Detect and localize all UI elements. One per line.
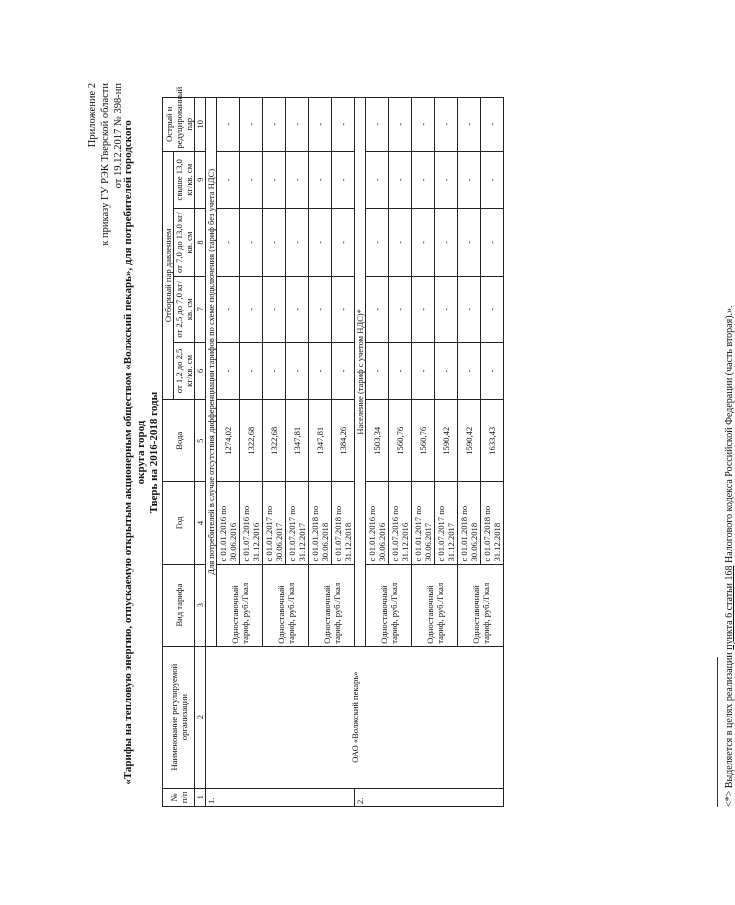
header-number: № п/п bbox=[163, 788, 195, 806]
column-number: 8 bbox=[195, 209, 206, 277]
pressure-3-cell: - bbox=[389, 209, 412, 277]
header-sharp-steam: Острый и редуцированный пар bbox=[163, 98, 195, 152]
pressure-4-cell: - bbox=[481, 151, 504, 209]
footnote-law-reference: пункта 6 статьи 168 bbox=[724, 565, 735, 650]
sharp-steam-cell: - bbox=[435, 98, 458, 152]
pressure-1-cell: - bbox=[240, 342, 263, 400]
water-tariff-cell: 1633,43 bbox=[481, 400, 504, 482]
sharp-steam-cell: - bbox=[286, 98, 309, 152]
pressure-4-cell: - bbox=[309, 151, 332, 209]
period-cell: с 01.07.2018 по 31.12.2018 bbox=[332, 482, 355, 564]
period-cell: с 01.01.2017 по 30.06.2017 bbox=[263, 482, 286, 564]
pressure-3-cell: - bbox=[481, 209, 504, 277]
sharp-steam-cell: - bbox=[366, 98, 389, 152]
tariff-table-body bbox=[206, 98, 504, 807]
tariff-kind: Одноставочный тариф, руб./Гкал bbox=[412, 564, 458, 646]
pressure-2-cell: - bbox=[366, 276, 389, 342]
pressure-4-cell: - bbox=[217, 151, 240, 209]
column-number: 7 bbox=[195, 276, 206, 342]
footnote-text-end: Налогового кодекса Российской Федерации (часть вторая).». bbox=[724, 305, 735, 566]
column-number-row bbox=[195, 98, 206, 807]
period-cell: с 01.01.2017 по 30.06.2017 bbox=[412, 482, 435, 564]
pressure-4-cell: - bbox=[412, 151, 435, 209]
sharp-steam-cell: - bbox=[332, 98, 355, 152]
pressure-1-cell: - bbox=[412, 342, 435, 400]
column-number: 6 bbox=[195, 342, 206, 400]
pressure-3-cell: - bbox=[332, 209, 355, 277]
water-tariff-cell: 1347,81 bbox=[286, 400, 309, 482]
section-label: Для потребителей в случае отсутствия дифференциации тарифов по схеме подключения (тариф без учета НДС) bbox=[206, 98, 217, 647]
section-number: 1. bbox=[206, 788, 355, 806]
footnote bbox=[717, 107, 735, 807]
pressure-3-cell: - bbox=[309, 209, 332, 277]
pressure-3-cell: - bbox=[217, 209, 240, 277]
organization-name: ОАО «Волжский пекарь» bbox=[206, 646, 504, 788]
tariff-table bbox=[162, 86, 504, 807]
pressure-1-cell: - bbox=[366, 342, 389, 400]
period-cell: с 01.07.2017 по 31.12.2017 bbox=[435, 482, 458, 564]
pressure-3-cell: - bbox=[240, 209, 263, 277]
header-pressure-1: от 1,2 до 2,5 кг/кв. см bbox=[174, 342, 195, 400]
pressure-4-cell: - bbox=[389, 151, 412, 209]
header-pressure-3: от 7,0 до 13,0 кг/кв. см bbox=[174, 209, 195, 277]
tariff-kind: Одноставочный тариф, руб./Гкал bbox=[263, 564, 309, 646]
title-line: «Тарифы на тепловую энергию, отпускаемую открытым акционерным обществом «Волжский пекарь», для потребителей городского округа город bbox=[122, 120, 147, 785]
header-organization: Наименование регулируемой организации bbox=[163, 646, 195, 788]
pressure-3-cell: - bbox=[366, 209, 389, 277]
column-number: 9 bbox=[195, 151, 206, 209]
pressure-3-cell: - bbox=[412, 209, 435, 277]
section-number: 2. bbox=[355, 788, 504, 806]
water-tariff-cell: 1590,42 bbox=[435, 400, 458, 482]
period-cell: с 01.01.2016 по 30.06.2016 bbox=[217, 482, 240, 564]
pressure-4-cell: - bbox=[286, 151, 309, 209]
tariff-kind: Одноставочный тариф, руб./Гкал bbox=[217, 564, 263, 646]
water-tariff-cell: 1322,68 bbox=[240, 400, 263, 482]
pressure-3-cell: - bbox=[286, 209, 309, 277]
pressure-1-cell: - bbox=[309, 342, 332, 400]
pressure-4-cell: - bbox=[332, 151, 355, 209]
pressure-1-cell: - bbox=[263, 342, 286, 400]
pressure-2-cell: - bbox=[389, 276, 412, 342]
pressure-2-cell: - bbox=[240, 276, 263, 342]
header-pressure-2: от 2,5 до 7,0 кг/кв. см bbox=[174, 276, 195, 342]
sharp-steam-cell: - bbox=[309, 98, 332, 152]
pressure-2-cell: - bbox=[332, 276, 355, 342]
sharp-steam-cell: - bbox=[481, 98, 504, 152]
document-title bbox=[122, 120, 161, 785]
pressure-1-cell: - bbox=[458, 342, 481, 400]
water-tariff-cell: 1347,81 bbox=[309, 400, 332, 482]
tariff-kind: Одноставочный тариф, руб./Гкал bbox=[309, 564, 355, 646]
sharp-steam-cell: - bbox=[458, 98, 481, 152]
section-row bbox=[206, 98, 217, 807]
header-water: Вода bbox=[163, 400, 195, 482]
column-number: 5 bbox=[195, 400, 206, 482]
column-number: 2 bbox=[195, 646, 206, 788]
water-tariff-cell: 1560,76 bbox=[389, 400, 412, 482]
column-number: 3 bbox=[195, 564, 206, 646]
pressure-3-cell: - bbox=[435, 209, 458, 277]
period-cell: с 01.01.2016 по 30.06.2016 bbox=[366, 482, 389, 564]
pressure-4-cell: - bbox=[240, 151, 263, 209]
pressure-2-cell: - bbox=[481, 276, 504, 342]
pressure-4-cell: - bbox=[263, 151, 286, 209]
pressure-3-cell: - bbox=[458, 209, 481, 277]
column-number: 4 bbox=[195, 482, 206, 564]
footnote-divider bbox=[717, 657, 718, 807]
pressure-1-cell: - bbox=[389, 342, 412, 400]
pressure-2-cell: - bbox=[309, 276, 332, 342]
pressure-2-cell: - bbox=[217, 276, 240, 342]
appendix-header bbox=[86, 83, 125, 403]
tariff-kind: Одноставочный тариф, руб./Гкал bbox=[458, 564, 504, 646]
pressure-2-cell: - bbox=[412, 276, 435, 342]
header-tariff-kind: Вид тарифа bbox=[163, 564, 195, 646]
appendix-line: от 19.12.2017 № 398-нп bbox=[113, 83, 124, 189]
pressure-1-cell: - bbox=[286, 342, 309, 400]
period-cell: с 01.07.2018 по 31.12.2018 bbox=[481, 482, 504, 564]
water-tariff-cell: 1503,34 bbox=[366, 400, 389, 482]
sharp-steam-cell: - bbox=[217, 98, 240, 152]
appendix-line: к приказу ГУ РЭК Тверской области bbox=[100, 83, 111, 246]
period-cell: с 01.01.2018 по 30.06.2018 bbox=[458, 482, 481, 564]
pressure-4-cell: - bbox=[366, 151, 389, 209]
pressure-4-cell: - bbox=[435, 151, 458, 209]
period-cell: с 01.07.2016 по 31.12.2016 bbox=[389, 482, 412, 564]
pressure-3-cell: - bbox=[263, 209, 286, 277]
sharp-steam-cell: - bbox=[240, 98, 263, 152]
pressure-2-cell: - bbox=[286, 276, 309, 342]
sharp-steam-cell: - bbox=[412, 98, 435, 152]
pressure-1-cell: - bbox=[481, 342, 504, 400]
tariff-kind: Одноставочный тариф, руб./Гкал bbox=[366, 564, 412, 646]
period-cell: с 01.07.2017 по 31.12.2017 bbox=[286, 482, 309, 564]
header-year: Год bbox=[163, 482, 195, 564]
period-cell: с 01.01.2018 по 30.06.2018 bbox=[309, 482, 332, 564]
pressure-1-cell: - bbox=[332, 342, 355, 400]
sharp-steam-cell: - bbox=[389, 98, 412, 152]
column-number: 10 bbox=[195, 98, 206, 152]
footnote-text: <*> Выделяется в целях реализации bbox=[724, 649, 735, 807]
column-number: 1 bbox=[195, 788, 206, 806]
water-tariff-cell: 1274,02 bbox=[217, 400, 240, 482]
sharp-steam-cell: - bbox=[263, 98, 286, 152]
water-tariff-cell: 1560,76 bbox=[412, 400, 435, 482]
pressure-1-cell: - bbox=[217, 342, 240, 400]
pressure-2-cell: - bbox=[263, 276, 286, 342]
period-cell: с 01.07.2016 по 31.12.2016 bbox=[240, 482, 263, 564]
water-tariff-cell: 1384,26 bbox=[332, 400, 355, 482]
appendix-line: Приложение 2 bbox=[87, 83, 98, 148]
pressure-2-cell: - bbox=[458, 276, 481, 342]
pressure-1-cell: - bbox=[435, 342, 458, 400]
water-tariff-cell: 1322,68 bbox=[263, 400, 286, 482]
water-tariff-cell: 1590,42 bbox=[458, 400, 481, 482]
header-pressure-4: свыше 13,0 кг/кв. см bbox=[174, 151, 195, 209]
header-steam-group: Отборный пар давлением bbox=[163, 151, 174, 400]
title-line: Тверь на 2016-2018 годы bbox=[148, 391, 160, 514]
section-label: Население (тариф с учетом НДС)* bbox=[355, 98, 366, 647]
pressure-2-cell: - bbox=[435, 276, 458, 342]
pressure-4-cell: - bbox=[458, 151, 481, 209]
